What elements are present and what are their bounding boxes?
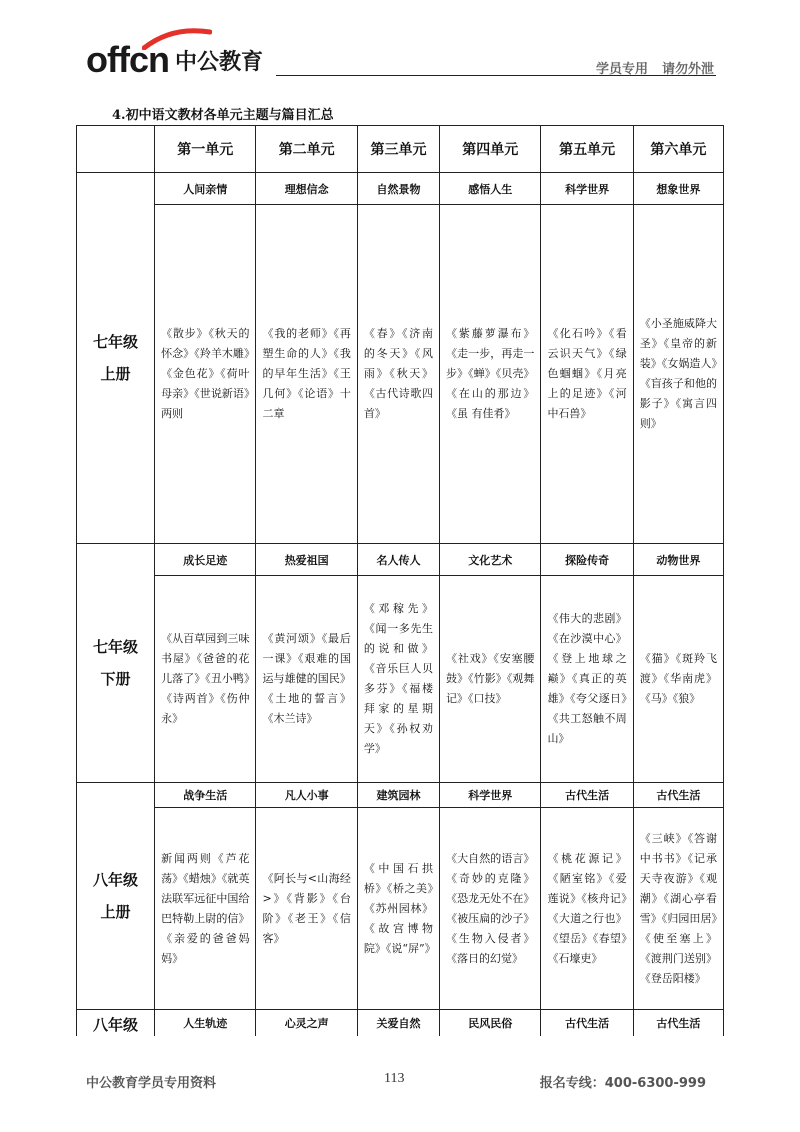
grade-cell [77,1010,155,1037]
column-header: 第二单元 [256,126,357,173]
theme-cell: 科学世界 [440,783,541,808]
theme-cell: 动物世界 [633,544,723,576]
content-cell: 《我的老师》《再塑生命的人》《我的早年生活》《王几何》《论语》十二章 [256,205,357,544]
summary-table [76,125,724,1036]
theme-cell: 科学世界 [541,173,633,205]
column-header: 第三单元 [357,126,439,173]
header-tag [596,58,714,77]
content-row [77,576,724,783]
theme-cell: 心灵之声 [256,1010,357,1037]
column-header: 第五单元 [541,126,633,173]
content-cell: 《从百草园到三味书屋》《爸爸的花儿落了》《丑小鸭》《诗两首》《伤仲永》 [155,576,256,783]
grade-label: 八年级 [93,1016,139,1034]
theme-cell: 热爱祖国 [256,544,357,576]
theme-cell: 建筑园林 [357,783,439,808]
theme-cell: 想象世界 [633,173,723,205]
theme-cell: 民风民俗 [440,1010,541,1037]
offcn-logo [86,38,263,78]
summary-table-wrapper [76,125,724,1036]
content-cell: 《紫藤萝瀑布》《走一步，再走一步》《蝉》《贝壳》《在山的那边》《虽 有佳肴》 [440,205,541,544]
theme-cell: 古代生活 [633,1010,723,1037]
content-cell: 《黄河颂》《最后一课》《艰难的国运与雄健的国民》《土地的誓言》《木兰诗》 [256,576,357,783]
content-cell: 《小圣施威降大圣》《皇帝的新装》《女娲造人》《盲孩子和他的影子》《寓言四则》 [633,205,723,544]
theme-cell: 感悟人生 [440,173,541,205]
column-header: 第一单元 [155,126,256,173]
theme-row [77,783,724,808]
volume-label: 下册 [100,670,131,688]
theme-row [77,544,724,576]
theme-cell: 战争生活 [155,783,256,808]
table-header-row [77,126,724,173]
content-cell: 《春》《济南的冬天》《风雨》《秋天》《古代诗歌四首》 [357,205,439,544]
theme-cell: 人生轨迹 [155,1010,256,1037]
theme-cell: 古代生活 [633,783,723,808]
content-cell: 《化石吟》《看云识天气》《绿色蝈蝈》《月亮上的足迹》《河中石兽》 [541,205,633,544]
theme-cell: 自然景物 [357,173,439,205]
theme-cell: 古代生活 [541,1010,633,1037]
content-cell: 《邓稼先》《闻一多先生的说和做》《音乐巨人贝多芬》《福楼拜家的星期天》《孙权劝学》 [357,576,439,783]
theme-cell: 关爱自然 [357,1010,439,1037]
grade-label: 七年级 [93,333,139,351]
page-number: 113 [384,1071,405,1086]
footer-hotline: 报名专线：400-6300-999 [539,1076,706,1091]
column-header: 第四单元 [440,126,541,173]
header-tag-left: 学员专用 [595,62,648,77]
footer-label: 中公教育学员专用资料 [86,1076,217,1091]
content-cell: 《散步》《秋天的怀念》《羚羊木雕》《金色花》《荷叶母亲》《世说新语》两则 [155,205,256,544]
theme-row [77,1010,724,1037]
content-cell: 《桃花源记》《陋室铭》《爱莲说》《核舟记》《大道之行也》《望岳》《春望》《石壕吏》 [541,808,633,1010]
content-cell: 《三峡》《答谢中书书》《记承天寺夜游》《观潮》《湖心亭看雪》《归园田居》《使至塞上》《渡荆门送别》《登岳阳楼》 [633,808,723,1010]
section-title: 4.初中语文教材各单元主题与篇目汇总 [112,108,334,123]
logo-wordmark: offcn [86,39,169,80]
content-cell: 《大自然的语言》《奇妙的克隆》《恐龙无处不在》《被压扁的沙子》《生物入侵者》《落日的幻觉》 [440,808,541,1010]
theme-cell: 人间亲情 [155,173,256,205]
header-tag-right: 请勿外泄 [661,62,714,77]
content-cell: 《阿长与<山海经>》《背影》《台阶》《老王》《信客》 [256,808,357,1010]
column-header: 第六单元 [633,126,723,173]
grade-label: 七年级 [93,638,139,656]
content-cell: 《中国石拱桥》《桥之美》《苏州园林》《故宫博物院》《说“屏”》 [357,808,439,1010]
theme-cell: 凡人小事 [256,783,357,808]
logo-swoosh-icon [142,28,212,50]
grade-cell [77,783,155,1010]
content-row [77,808,724,1010]
content-cell: 新闻两则《芦花荡》《蜡烛》《就英法联军远征中国给巴特勒上尉的信》《亲爱的爸爸妈妈》 [155,808,256,1010]
content-cell: 《猫》《斑羚飞渡》《华南虎》《马》《狼》 [633,576,723,783]
corner-cell [77,126,155,173]
theme-cell: 文化艺术 [440,544,541,576]
grade-cell [77,173,155,544]
volume-label: 上册 [100,903,131,921]
theme-cell: 探险传奇 [541,544,633,576]
volume-label: 上册 [100,365,131,383]
content-cell: 《社戏》《安塞腰鼓》《竹影》《观舞记》《口技》 [440,576,541,783]
logo-cn-text: 中公教育 [174,50,263,75]
theme-cell: 成长足迹 [155,544,256,576]
theme-cell: 古代生活 [541,783,633,808]
content-row [77,205,724,544]
grade-cell [77,544,155,783]
content-cell: 《伟大的悲剧》《在沙漠中心》《登上地球之巅》《真正的英雄》《夸父逐日》《共工怒触不周山》 [541,576,633,783]
page-header [0,0,800,95]
theme-cell: 名人传人 [357,544,439,576]
grade-label: 八年级 [93,871,139,889]
theme-row [77,173,724,205]
theme-cell: 理想信念 [256,173,357,205]
